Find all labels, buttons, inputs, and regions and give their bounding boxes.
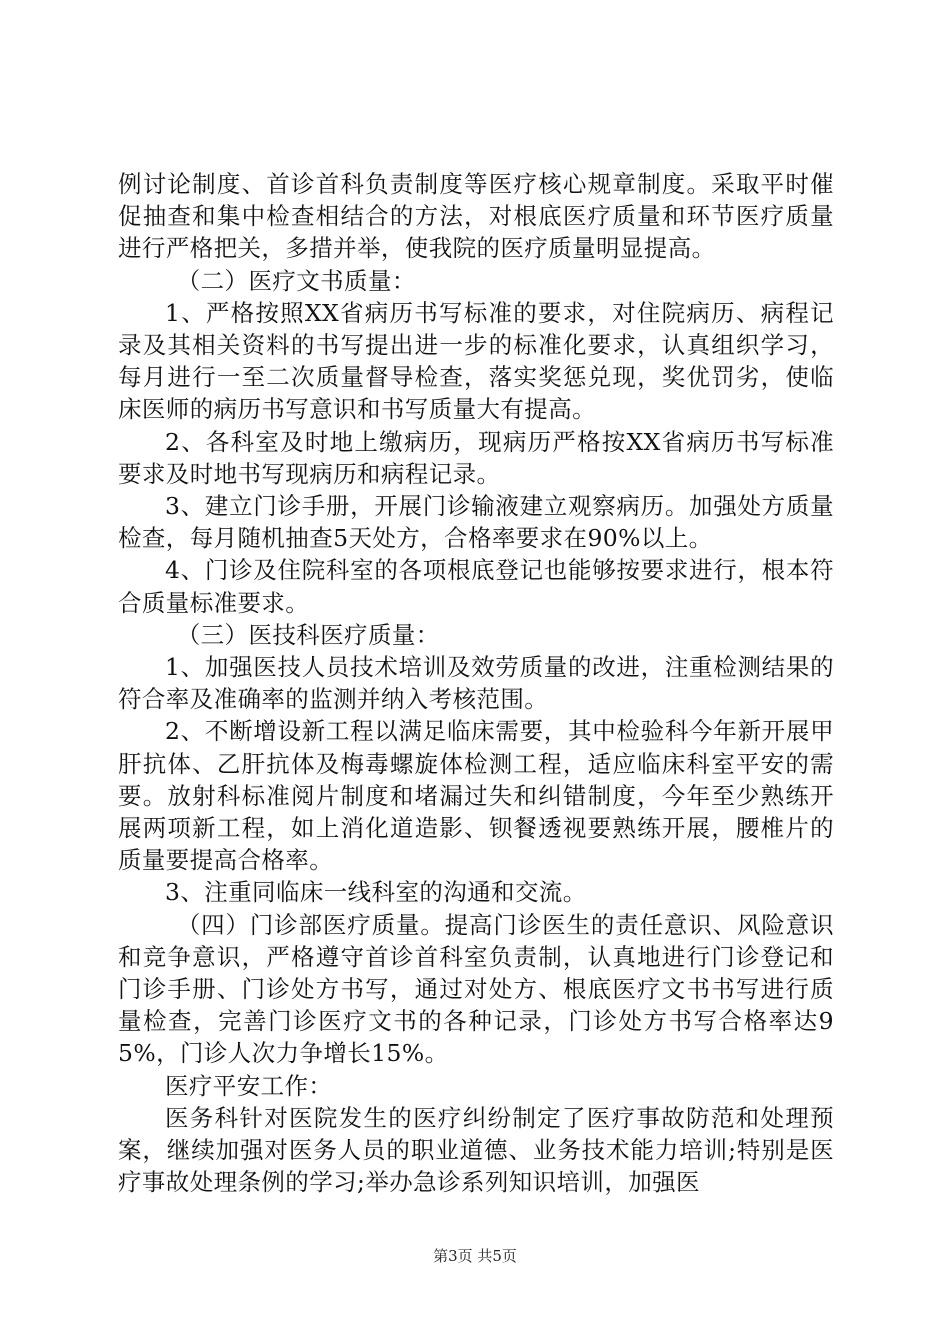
paragraph-item: 1、严格按照XX省病历书写标准的要求，对住院病历、病程记录及其相关资料的书写提出进一步的标准化要求，认真组织学习，每月进行一至二次质量督导检查，落实奖惩兑现，奖优罚劣，使临床医师的病历书写意识和书写质量大有提高。 — [118, 298, 834, 424]
section-heading-medical-technology: （三）医技科医疗质量： — [176, 620, 440, 649]
section-heading-medical-documents: （二）医疗文书质量： — [176, 266, 416, 295]
paragraph-item: 4、门诊及住院科室的各项根底登记也能够按要求进行，根本符合质量标准要求。 — [118, 556, 834, 617]
paragraph-medical-safety: 医务科针对医院发生的医疗纠纷制定了医疗事故防范和处理预案，继续加强对医务人员的职业道德、业务技术能力培训;特别是医疗事故处理条例的学习;举办急诊系列知识培训，加强医 — [118, 1103, 834, 1197]
document-body — [118, 168, 834, 1199]
paragraph-item: 3、建立门诊手册，开展门诊输液建立观察病历。加强处方质量检查，每月随机抽查5天处方，合格率要求在90%以上。 — [118, 492, 834, 553]
paragraph-item: 3、注重同临床一线科室的沟通和交流。 — [165, 878, 587, 907]
paragraph-core-rules: 例讨论制度、首诊首科负责制度等医疗核心规章制度。采取平时催促抽查和集中检查相结合的方法，对根底医疗质量和环节医疗质量进行严格把关，多措并举，使我院的医疗质量明显提高。 — [118, 170, 834, 263]
paragraph-item: 2、不断增设新工程以满足临床需要，其中检验科今年新开展甲肝抗体、乙肝抗体及梅毒螺旋体检测工程，适应临床科室平安的需要。放射科标准阅片制度和堵漏过失和纠错制度，今年至少熟练开展两项新工程，如上消化道造影、钡餐透视要熟练开展，腰椎片的质量要提高合格率。 — [118, 717, 834, 875]
paragraph-item: 2、各科室及时地上缴病历，现病历严格按XX省病历书写标准要求及时地书写现病历和病程记录。 — [118, 427, 834, 488]
page-footer: 第3页 共5页 — [433, 1247, 517, 1265]
paragraph-item: 1、加强医技人员技术培训及效劳质量的改进，注重检测结果的符合率及准确率的监测并纳入考核范围。 — [118, 653, 834, 714]
section-heading-medical-safety: 医疗平安工作： — [165, 1071, 333, 1100]
paragraph-outpatient-quality: （四）门诊部医疗质量。提高门诊医生的责任意识、风险意识和竞争意识，严格遵守首诊首科室负责制，认真地进行门诊登记和门诊手册、门诊处方书写，通过对处方、根底医疗文书书写进行质量检查，完善门诊医疗文书的各种记录，门诊处方书写合格率达95%，门诊人次力争增长15%。 — [118, 910, 834, 1068]
